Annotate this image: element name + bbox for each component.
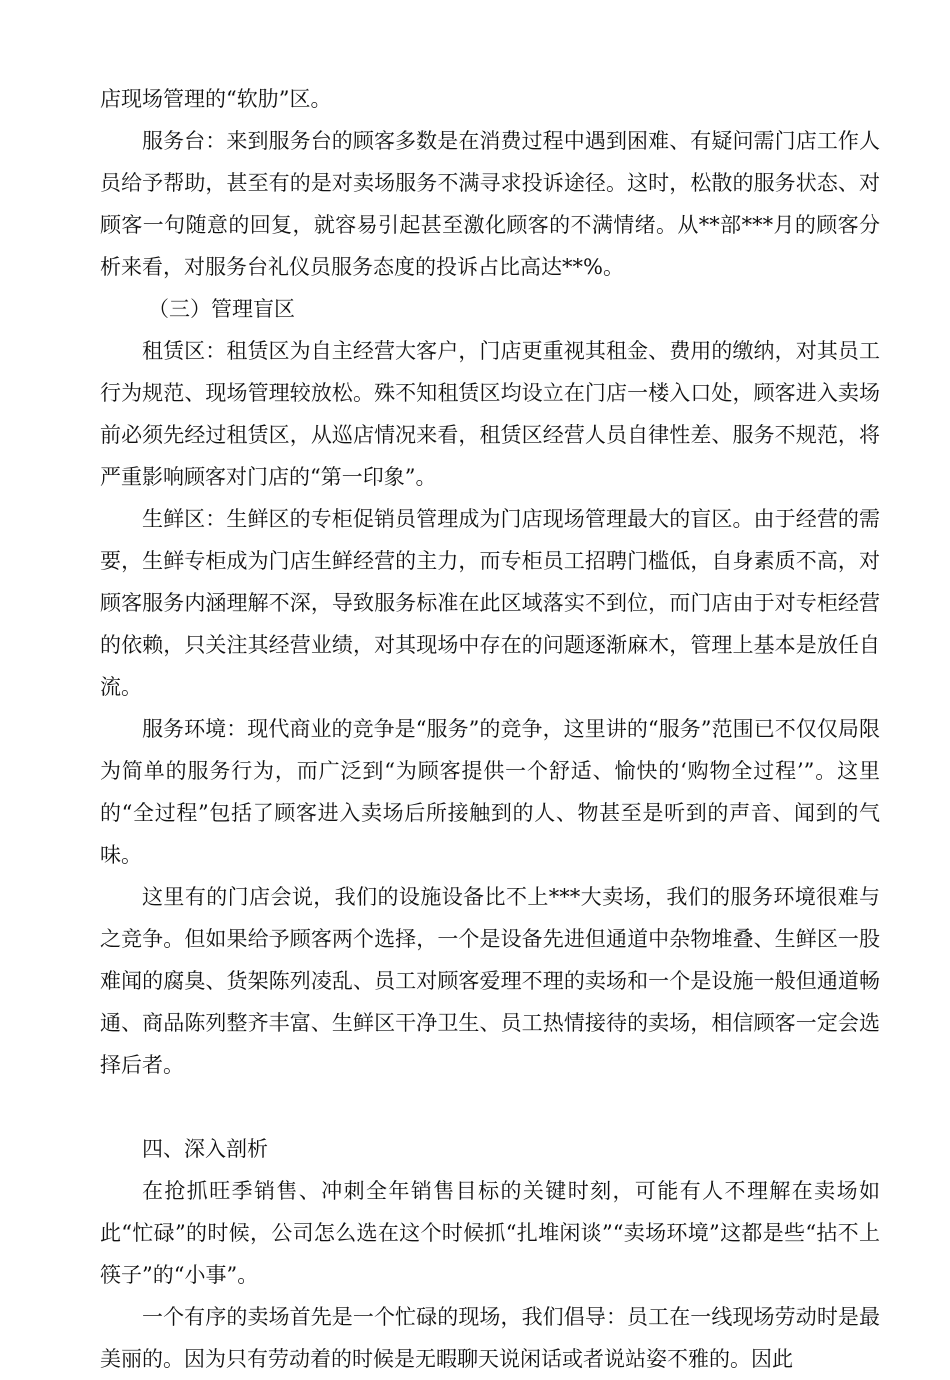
paragraph-service-desk: 服务台：来到服务台的顾客多数是在消费过程中遇到困难、有疑问需门店工作人员给予帮助，甚至有的是对卖场服务不满寻求投诉途径。这时，松散的服务状态、对顾客一句随意的回复，就容易引起甚至激化顾客的不满情绪。从**部***月的顾客分析来看，对服务台礼仪员服务态度的投诉占比高达**%。	[100, 129, 880, 279]
paragraph-store-comparison: 这里有的门店会说，我们的设施设备比不上***大卖场，我们的服务环境很难与之竞争。但如果给予顾客两个选择，一个是设备先进但通道中杂物堆叠、生鲜区一股难闻的腐臭、货架陈列凌乱、员工对顾客爱理不理的卖场和一个是设施一般但通道畅通、商品陈列整齐丰富、生鲜区干净卫生、员工热情接待的卖场，相信顾客一定会选择后者。	[100, 885, 880, 1077]
paragraph-fresh-area: 生鲜区：生鲜区的专柜促销员管理成为门店现场管理最大的盲区。由于经营的需要，生鲜专柜成为门店生鲜经营的主力，而专柜员工招聘门槛低，自身素质不高，对顾客服务内涵理解不深，导致服务标准在此区域落实不到位，而门店由于对专柜经营的依赖，只关注其经营业绩，对其现场中存在的问题逐渐麻木，管理上基本是放任自流。	[100, 507, 880, 699]
paragraph-leasing-area: 租赁区：租赁区为自主经营大客户，门店更重视其租金、费用的缴纳，对其员工行为规范、现场管理较放松。殊不知租赁区均设立在门店一楼入口处，顾客进入卖场前必须先经过租赁区，从巡店情况来看，租赁区经营人员自律性差、服务不规范，将严重影响顾客对门店的“第一印象”。	[100, 339, 880, 489]
paragraph-orderly-store: 一个有序的卖场首先是一个忙碌的现场，我们倡导：员工在一线现场劳动时是最美丽的。因为只有劳动着的时候是无暇聊天说闲话或者说站姿不雅的。因此	[100, 1305, 880, 1371]
document-page	[100, 78, 880, 1380]
section-subheading-management-blind-spots: （三）管理盲区	[148, 297, 295, 321]
blank-line	[100, 1086, 880, 1128]
paragraph-peak-season: 在抢抓旺季销售、冲刺全年销售目标的关键时刻，可能有人不理解在卖场如此“忙碌”的时候，公司怎么选在这个时候抓“扎堆闲谈”“卖场环境”这都是些“拈不上筷子”的“小事”。	[100, 1179, 880, 1287]
paragraph-service-environment: 服务环境：现代商业的竞争是“服务”的竞争，这里讲的“服务”范围已不仅仅局限为简单的服务行为，而广泛到“为顾客提供一个舒适、愉快的‘购物全过程’”。这里的“全过程”包括了顾客进入卖场后所接触到的人、物甚至是听到的声音、闻到的气味。	[100, 717, 880, 867]
section-heading-in-depth-analysis: 四、深入剖析	[142, 1137, 268, 1161]
paragraph-continuation: 店现场管理的“软肋”区。	[100, 87, 332, 111]
